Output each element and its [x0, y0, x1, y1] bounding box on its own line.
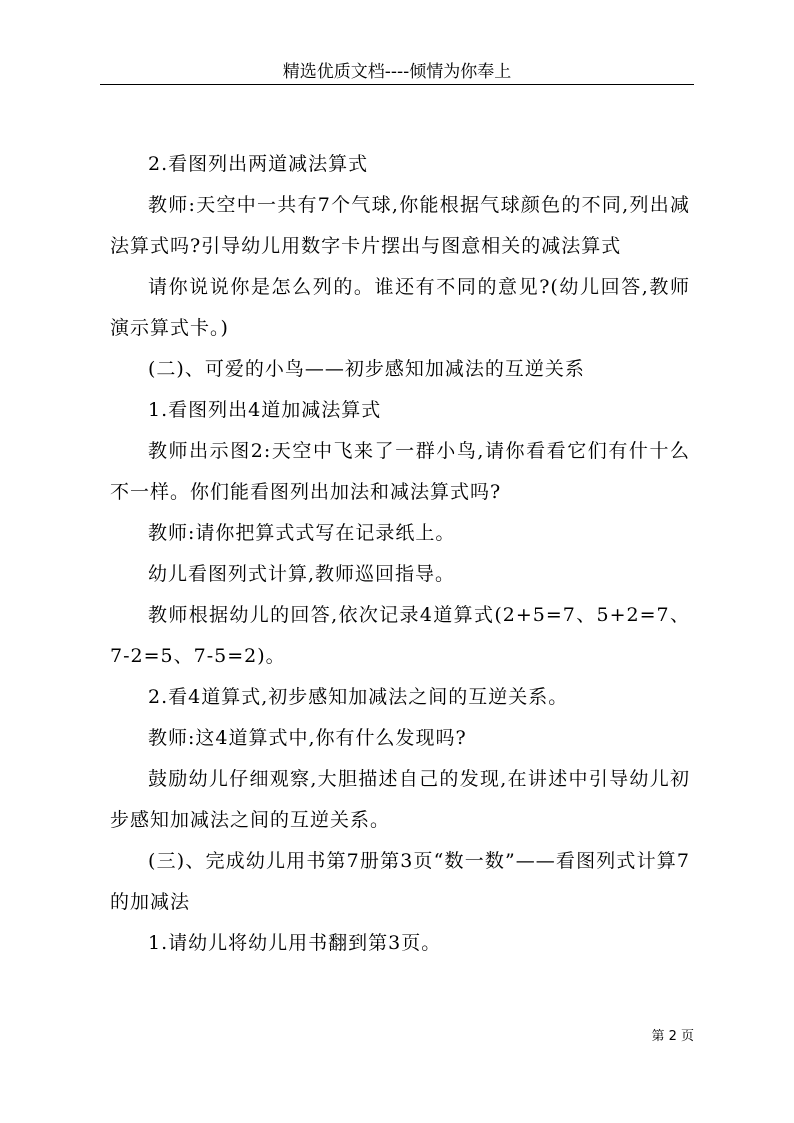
paragraph-4: (二)、可爱的小鸟——初步感知加减法的互逆关系	[148, 358, 585, 380]
paragraph-12: 鼓励幼儿仔细观察,大胆描述自己的发现,在讲述中引导幼儿初步感知加减法之间的互逆关系。	[110, 768, 690, 831]
paragraph-9: 教师根据幼儿的回答,依次记录4道算式(2+5=7、5+2=7、7-2=5、7-5=2)。	[110, 604, 690, 667]
paragraph-14: 1.请幼儿将幼儿用书翻到第3页。	[148, 932, 442, 954]
paragraph-2: 教师:天空中一共有7个气球,你能根据气球颜色的不同,列出减法算式吗?引导幼儿用数字卡片摆出与图意相关的减法算式	[110, 194, 690, 257]
page-number: 第 2 页	[651, 1029, 694, 1044]
paragraph-8: 幼儿看图列式计算,教师巡回指导。	[148, 563, 456, 585]
paragraph-1: 2.看图列出两道减法算式	[148, 153, 369, 175]
paragraph-7: 教师:请你把算式式写在记录纸上。	[148, 522, 456, 544]
paragraph-10: 2.看4道算式,初步感知加减法之间的互逆关系。	[148, 686, 569, 708]
header-divider	[100, 84, 694, 85]
page-header: 精选优质文档----倾情为你奉上	[282, 62, 512, 82]
paragraph-13: (三)、完成幼儿用书第7册第3页“数一数”——看图列式计算7的加减法	[110, 850, 690, 913]
paragraph-11: 教师:这4道算式中,你有什么发现吗?	[148, 727, 467, 749]
paragraph-3: 请你说说你是怎么列的。谁还有不同的意见?(幼儿回答,教师演示算式卡。)	[110, 276, 690, 339]
document-body	[110, 144, 690, 964]
paragraph-6: 教师出示图2:天空中飞来了一群小鸟,请你看看它们有什十么不一样。你们能看图列出加法和减法算式吗?	[110, 440, 690, 503]
paragraph-5: 1.看图列出4道加减法算式	[148, 399, 382, 421]
